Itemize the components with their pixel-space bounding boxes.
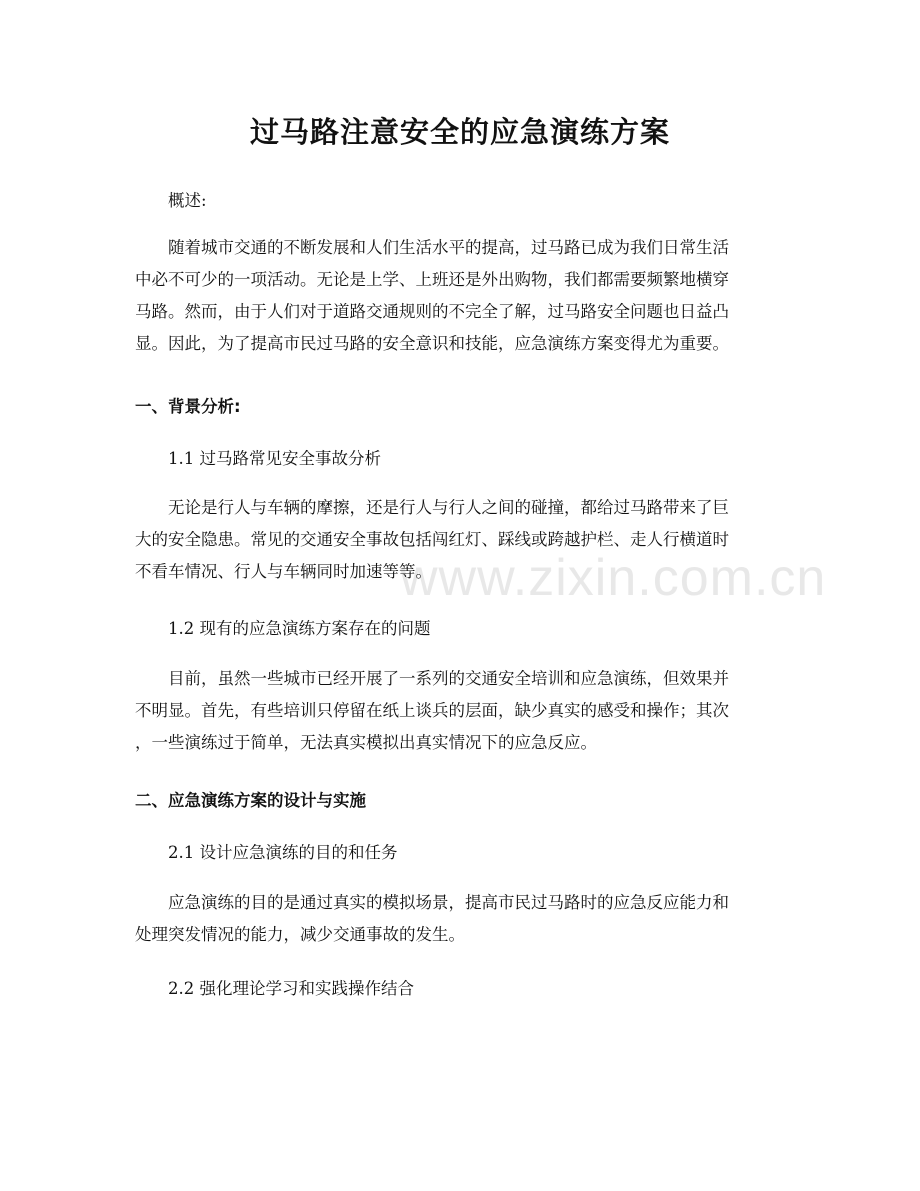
section1-sub2-line-1: 目前，虽然一些城市已经开展了一系列的交通安全培训和应急演练，但效果并	[168, 669, 729, 688]
section2-sub1-title: 2.1 设计应急演练的目的和任务	[168, 843, 398, 862]
section2-sub1-line-1: 应急演练的目的是通过真实的模拟场景，提高市民过马路时的应急反应能力和	[168, 893, 729, 912]
section2-heading: 二、应急演练方案的设计与实施	[135, 791, 366, 810]
section2-sub1-line-2: 处理突发情况的能力，减少交通事故的发生。	[135, 925, 465, 944]
section2-sub2-title: 2.2 强化理论学习和实践操作结合	[168, 979, 414, 998]
section1-sub2-title: 1.2 现有的应急演练方案存在的问题	[168, 619, 431, 638]
overview-label: 概述:	[168, 191, 207, 210]
section1-sub2-line-3: ，一些演练过于简单，无法真实模拟出真实情况下的应急反应。	[135, 733, 597, 752]
intro-line-4: 显。因此，为了提高市民过马路的安全意识和技能，应急演练方案变得尤为重要。	[135, 334, 729, 353]
section1-sub1-line-3: 不看车情况、行人与车辆同时加速等等。	[135, 562, 432, 581]
section1-heading: 一、背景分析:	[135, 397, 241, 416]
section1-sub1-line-2: 大的安全隐患。常见的交通安全事故包括闯红灯、踩线或跨越护栏、走人行横道时	[135, 530, 729, 549]
section1-sub1-title: 1.1 过马路常见安全事故分析	[168, 449, 381, 468]
intro-line-2: 中必不可少的一项活动。无论是上学、上班还是外出购物，我们都需要频繁地横穿	[135, 270, 729, 289]
section1-sub1-line-1: 无论是行人与车辆的摩擦，还是行人与行人之间的碰撞，都给过马路带来了巨	[168, 498, 729, 517]
watermark: www.zixin.com.cn	[400, 549, 827, 607]
intro-line-1: 随着城市交通的不断发展和人们生活水平的提高，过马路已成为我们日常生活	[168, 238, 729, 257]
intro-line-3: 马路。然而，由于人们对于道路交通规则的不完全了解，过马路安全问题也日益凸	[135, 302, 729, 321]
section1-sub2-line-2: 不明显。首先，有些培训只停留在纸上谈兵的层面，缺少真实的感受和操作；其次	[135, 701, 729, 720]
document-title: 过马路注意安全的应急演练方案	[249, 115, 670, 149]
